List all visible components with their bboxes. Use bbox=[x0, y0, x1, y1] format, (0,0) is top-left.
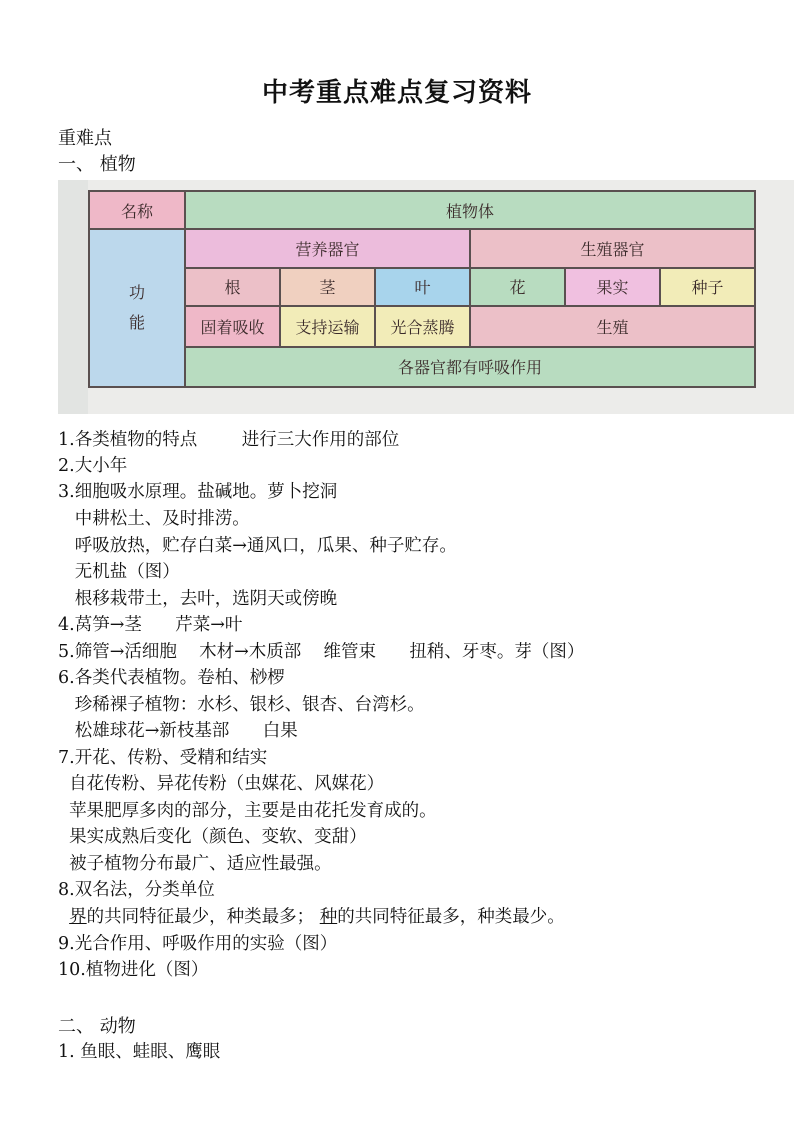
text-line: 自花传粉、异花传粉（虫媒花、风媒花） bbox=[58, 774, 385, 794]
function-leaf: 光合蒸腾 bbox=[375, 306, 470, 346]
table-footer-respiration: 各器官都有呼吸作用 bbox=[185, 347, 755, 387]
text-line: 珍稀裸子植物：水杉、银杉、银杏、台湾杉。 bbox=[58, 695, 425, 715]
text-line: 呼吸放热，贮存白菜→通风口，瓜果、种子贮存。 bbox=[58, 536, 457, 556]
function-root: 固着吸收 bbox=[185, 306, 280, 346]
organ-flower: 花 bbox=[470, 268, 565, 306]
text-line: 2.大小年 bbox=[58, 456, 128, 476]
section-heading-animals: 二、 动物 bbox=[58, 1016, 136, 1037]
text-line: 1.各类植物的特点 进行三大作用的部位 bbox=[58, 430, 400, 450]
text-line: 苹果肥厚多肉的部分，主要是由花托发育成的。 bbox=[58, 801, 437, 821]
table-header-name: 名称 bbox=[89, 191, 185, 229]
table-vegetative-organs: 营养器官 bbox=[185, 229, 470, 267]
text-line: 4.莴笋→茎 芹菜→叶 bbox=[58, 615, 243, 635]
table-header-plant: 植物体 bbox=[185, 191, 755, 229]
text-line: 9.光合作用、呼吸作用的实验（图） bbox=[58, 934, 338, 954]
text-line: 被子植物分布最广、适应性最强。 bbox=[58, 854, 332, 874]
function-reproduction: 生殖 bbox=[470, 306, 755, 346]
text-line: 根移栽带土，去叶，选阴天或傍晚 bbox=[58, 589, 338, 609]
organ-stem: 茎 bbox=[280, 268, 375, 306]
table-reproductive-organs: 生殖器官 bbox=[470, 229, 755, 267]
text-line: 松雄球花→新枝基部 白果 bbox=[58, 721, 298, 741]
text-line: 3.细胞吸水原理。盐碱地。萝卜挖洞 bbox=[58, 482, 338, 502]
organ-seed: 种子 bbox=[660, 268, 755, 306]
organ-root: 根 bbox=[185, 268, 280, 306]
text-line: 果实成熟后变化（颜色、变软、变甜） bbox=[58, 827, 367, 847]
table-function-label: 功 能 bbox=[89, 229, 185, 387]
text-line: 中耕松土、及时排涝。 bbox=[58, 509, 250, 529]
underlined-term-kingdom: 界 bbox=[69, 907, 87, 927]
organ-fruit: 果实 bbox=[565, 268, 660, 306]
page-title: 中考重点难点复习资料 bbox=[261, 78, 532, 108]
section-heading-plants: 一、 植物 bbox=[58, 154, 136, 175]
function-stem: 支持运输 bbox=[280, 306, 375, 346]
text-line-kingdom-species: 界的共同特征最少，种类最多； 种的共同特征最多，种类最少。 bbox=[69, 907, 565, 927]
text-line: 7.开花、传粉、受精和结实 bbox=[58, 748, 268, 768]
organ-leaf: 叶 bbox=[375, 268, 470, 306]
underlined-term-species: 种 bbox=[319, 907, 338, 927]
text-line: 10.植物进化（图） bbox=[58, 960, 209, 980]
text-line: 5.筛管→活细胞 木材→木质部 维管束 扭稍、牙枣。芽（图） bbox=[58, 642, 585, 662]
plant-organ-table bbox=[88, 190, 756, 388]
text-line: 8.双名法，分类单位 bbox=[58, 880, 215, 900]
text-line: 无机盐（图） bbox=[58, 562, 180, 582]
text-line: 6.各类代表植物。卷柏、桫椤 bbox=[58, 668, 285, 688]
section-heading: 重难点 bbox=[58, 128, 112, 149]
text-line: 1. 鱼眼、蛙眼、鹰眼 bbox=[58, 1042, 221, 1062]
